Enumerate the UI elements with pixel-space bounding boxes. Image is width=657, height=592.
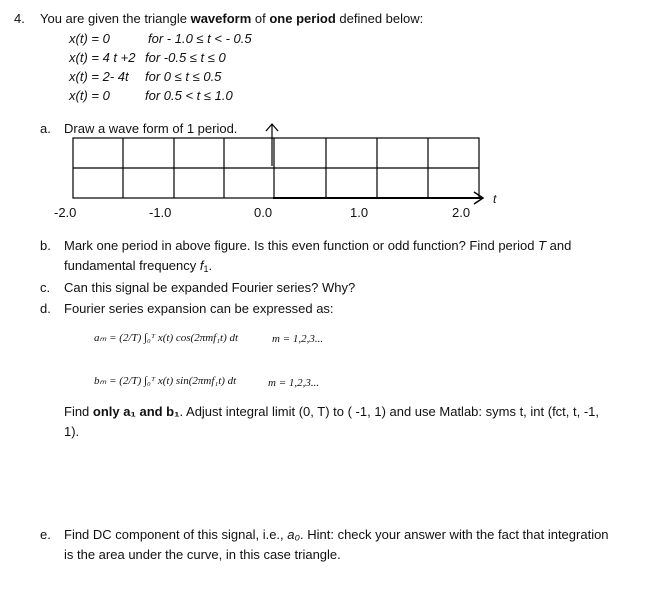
def-cond-3: for 0 ≤ t ≤ 0.5 xyxy=(145,69,222,84)
question-number: 4. xyxy=(14,11,25,26)
x-tick-neg2: -2.0 xyxy=(54,205,77,220)
def-expr-1: x(t) = 0 xyxy=(69,31,110,46)
bm-formula: bₘ = (2/T) ∫₀ᵀ x(t) sin(2πmf₁t) dt xyxy=(94,375,237,387)
def-cond-1: for - 1.0 ≤ t < - 0.5 xyxy=(148,31,252,46)
part-d-find-line1 xyxy=(64,404,599,419)
part-c-label: c. xyxy=(40,280,51,295)
part-a-label: a. xyxy=(40,121,51,136)
part-d-find-line2: 1). xyxy=(64,424,80,439)
part-b-line2 xyxy=(64,258,212,274)
freq-subscript: 1 xyxy=(203,264,209,274)
bm-index: m = 1,2,3... xyxy=(268,377,320,389)
part-e-label: e. xyxy=(40,527,51,542)
part-e-line2: is the area under the curve, in this case triangle. xyxy=(64,547,341,562)
part-c-text: Can this signal be expanded Fourier series? Why? xyxy=(64,280,356,295)
def-cond-4: for 0.5 < t ≤ 1.0 xyxy=(145,88,233,103)
freq-symbol: f xyxy=(199,258,204,273)
part-b-text-3: fundamental frequency xyxy=(64,258,200,273)
part-d-text: Fourier series expansion can be expressed as: xyxy=(64,301,334,316)
intro-bold-one-period: one period xyxy=(269,11,336,26)
find-bold: only a₁ and b₁ xyxy=(92,404,180,419)
x-tick-neg1: -1.0 xyxy=(149,205,172,220)
find-text-1: Find xyxy=(64,404,93,419)
period-symbol: T xyxy=(538,238,547,253)
def-cond-2: for -0.5 ≤ t ≤ 0 xyxy=(145,50,226,65)
x-tick-2: 2.0 xyxy=(452,205,471,220)
part-e-line1 xyxy=(64,527,609,542)
def-expr-2: x(t) = 4 t +2 xyxy=(69,50,136,65)
part-b-text-1: Mark one period in above figure. Is this even function or odd function? Find period xyxy=(64,238,539,253)
x-axis-label: t xyxy=(493,192,497,206)
part-b-text-2: and xyxy=(546,238,572,253)
intro-text-3: defined below: xyxy=(335,11,424,26)
intro-text-1: You are given the triangle xyxy=(40,11,191,26)
part-e-text-1: Find DC component of this signal, i.e., xyxy=(64,527,288,542)
intro-bold-waveform: waveform xyxy=(190,11,252,26)
part-d-label: d. xyxy=(40,301,51,316)
x-tick-1: 1.0 xyxy=(350,205,369,220)
part-a-text: Draw a wave form of 1 period. xyxy=(64,121,238,136)
am-formula: aₘ = (2/T) ∫₀ᵀ x(t) cos(2πmf₁t) dt xyxy=(94,332,239,344)
def-expr-3: x(t) = 2- 4t xyxy=(69,69,129,84)
def-expr-4: x(t) = 0 xyxy=(69,88,110,103)
dc-symbol: a₀ xyxy=(287,527,300,542)
intro-text-2: of xyxy=(251,11,270,26)
part-b-line1 xyxy=(64,238,571,253)
part-b-label: b. xyxy=(40,238,51,253)
part-e-text-2: . Hint: check your answer with the fact that integration xyxy=(300,527,609,542)
part-b-text-4: . xyxy=(208,258,213,273)
am-index: m = 1,2,3... xyxy=(272,333,324,345)
x-tick-0: 0.0 xyxy=(254,205,273,220)
find-text-2: . Adjust integral limit (0, T) to ( -1, 1) and use Matlab: syms t, int (fct, t, -1, xyxy=(179,404,600,419)
